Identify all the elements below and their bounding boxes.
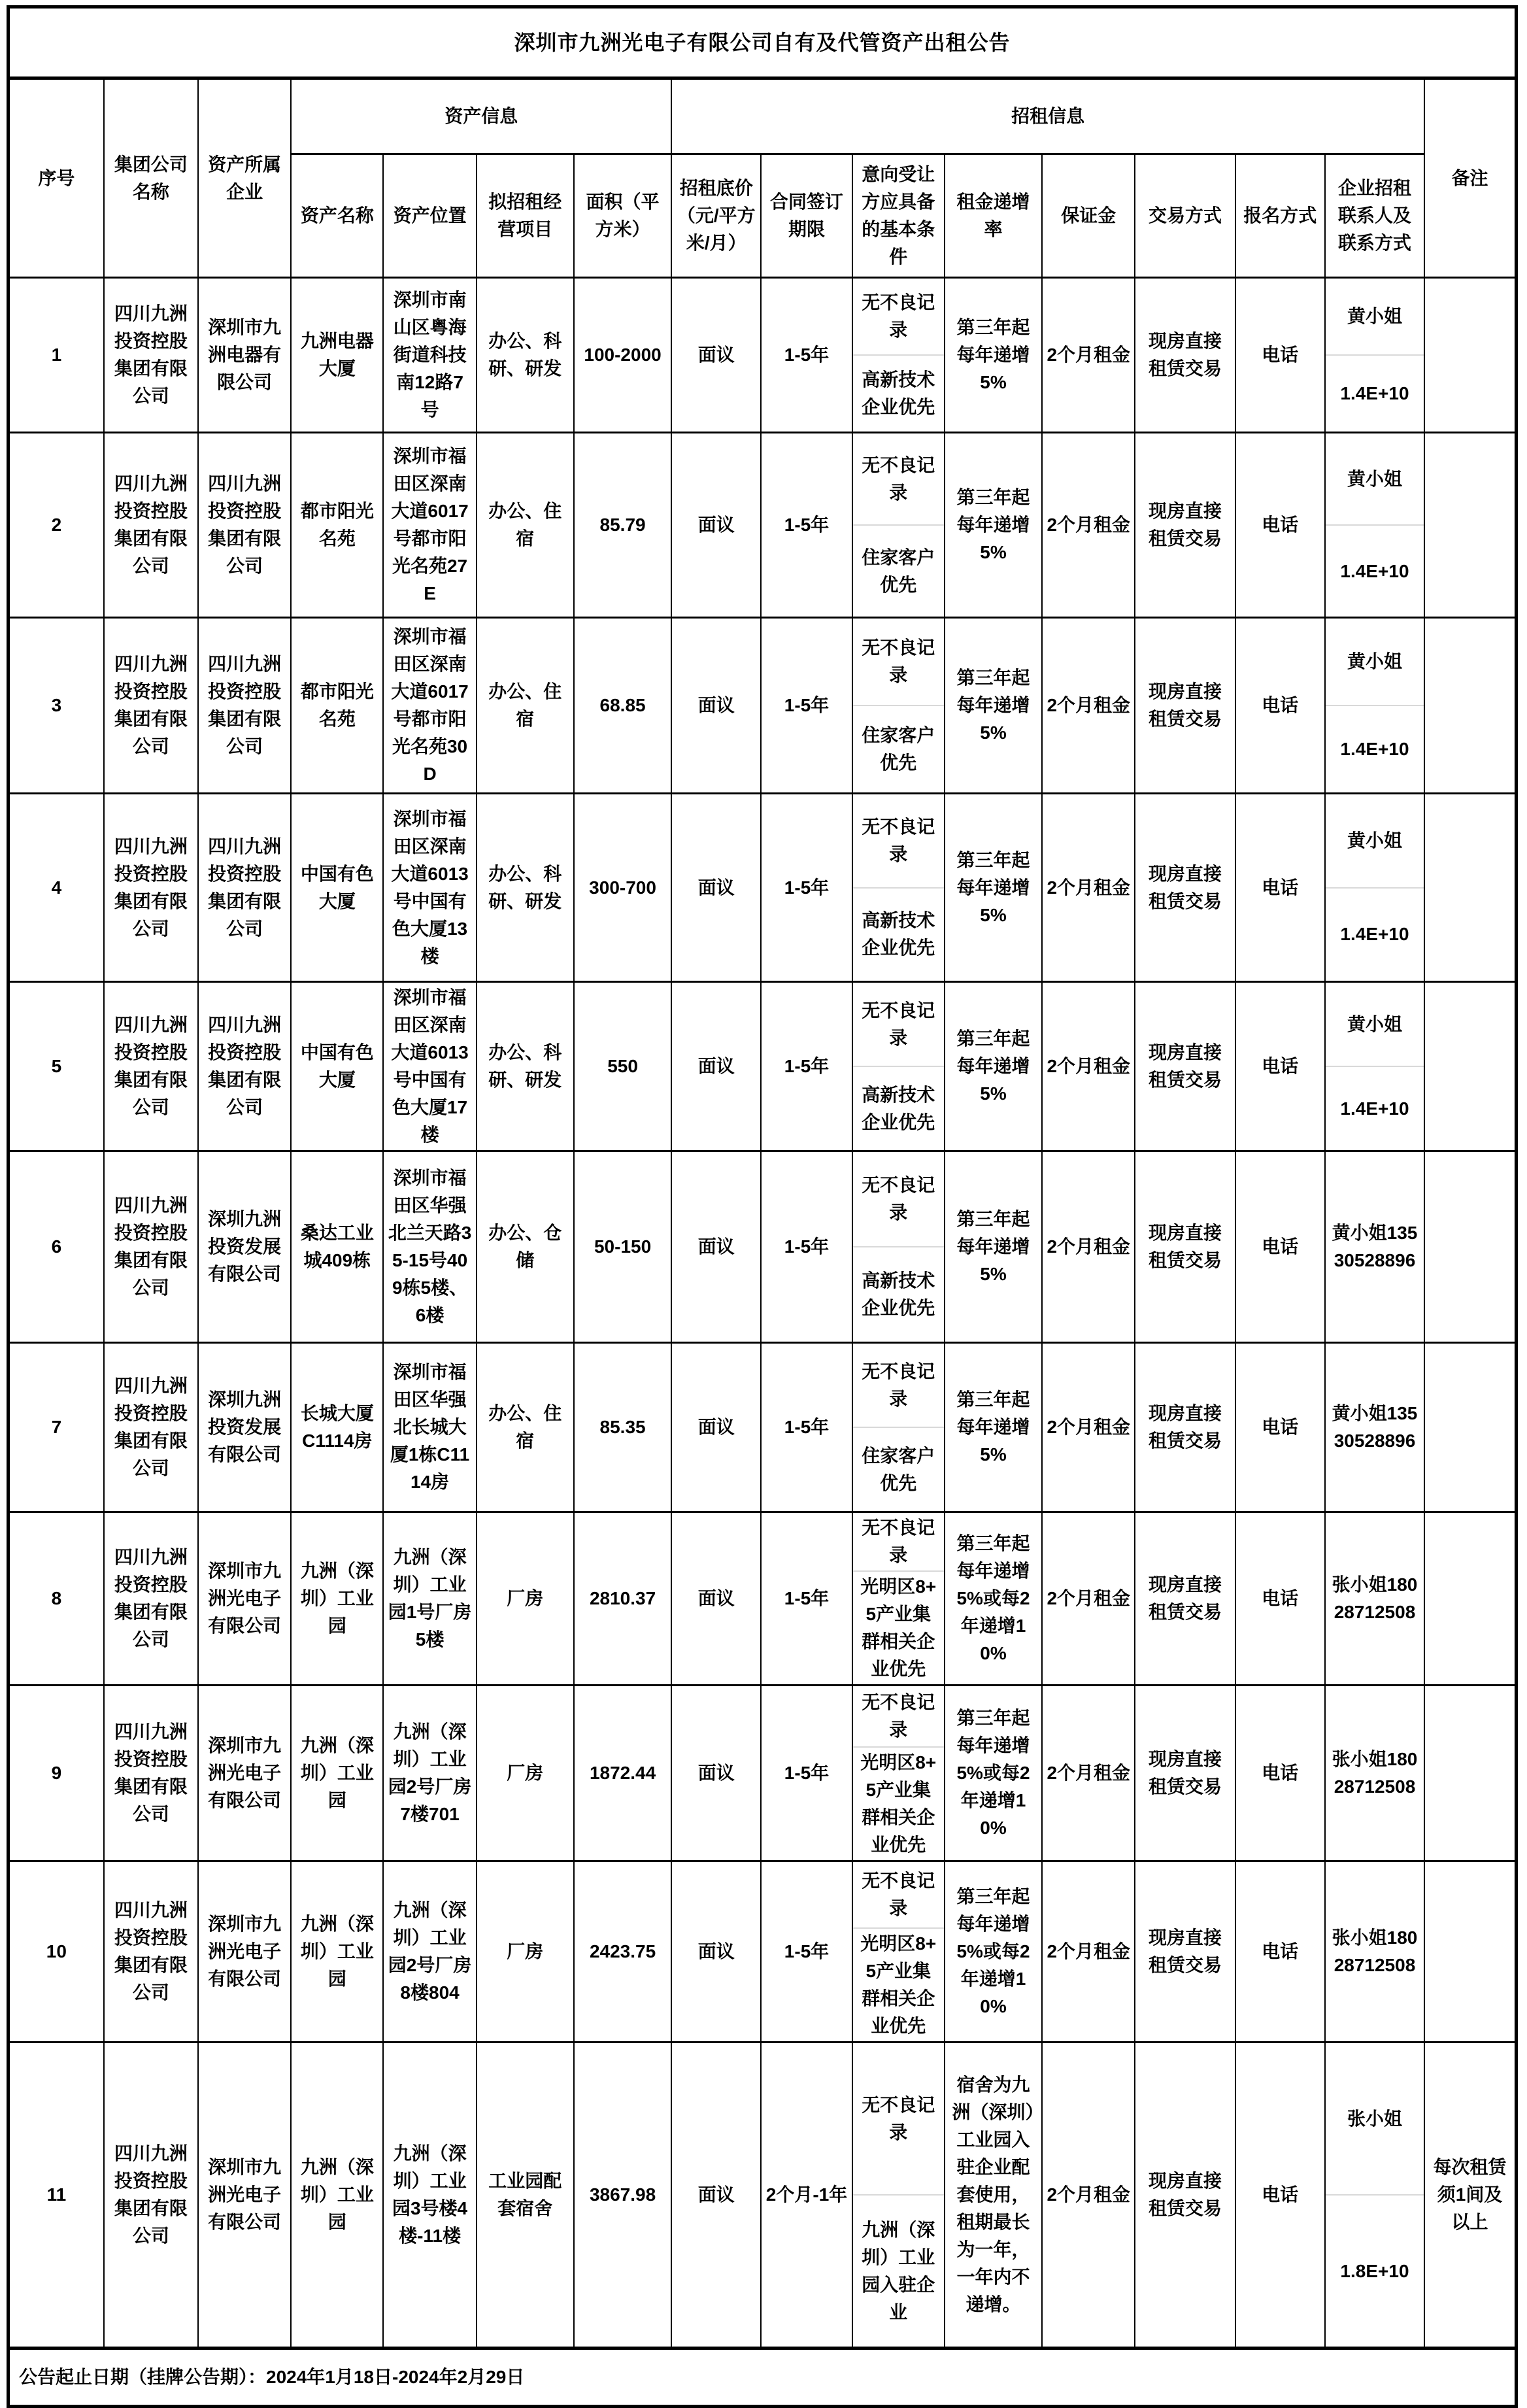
cell-remark (1424, 278, 1516, 433)
cell-area: 1872.44 (574, 1686, 671, 1861)
col-header-registration: 报名方式 (1235, 154, 1325, 278)
page-title: 深圳市九洲光电子有限公司自有及代管资产出租公告 (8, 7, 1517, 78)
cell-contact (1325, 278, 1424, 433)
cell-planned-business: 办公、科研、研发 (477, 982, 574, 1151)
cell-conditions (852, 1151, 945, 1343)
cell-transaction: 现房直接租赁交易 (1135, 433, 1235, 618)
cell-conditions-part-1: 无不良记录 (862, 2094, 935, 2143)
cell-deposit: 2个月租金 (1042, 1343, 1135, 1512)
cell-remark (1424, 982, 1516, 1151)
conditions-stack (853, 983, 944, 1150)
col-header-transaction: 交易方式 (1135, 154, 1235, 278)
cell-seq: 3 (8, 618, 104, 794)
title-row (8, 7, 1517, 78)
conditions-stack (853, 1686, 944, 1860)
cell-group-company: 四川九洲投资控股集团有限公司 (104, 278, 198, 433)
cell-seq: 9 (8, 1686, 104, 1861)
cell-area: 300-700 (574, 794, 671, 982)
cell-planned-business: 办公、住宿 (477, 1343, 574, 1512)
col-header-rent-increase: 租金递增率 (945, 154, 1042, 278)
cell-area: 550 (574, 982, 671, 1151)
cell-asset-location: 深圳市福田区深南大道6013号中国有色大厦13楼 (383, 794, 476, 982)
conditions-stack (853, 1513, 944, 1684)
cell-asset-location: 深圳市福田区华强北兰天路35-15号409栋5楼、6楼 (383, 1151, 476, 1343)
col-header-asset-owner: 资产所属企业 (198, 78, 291, 278)
cell-rent-increase: 第三年起每年递增5%或每2年递增10% (945, 1861, 1042, 2043)
contact-stack (1326, 1862, 1424, 2041)
col-header-contract-term: 合同签订期限 (761, 154, 852, 278)
cell-asset-owner: 深圳九洲投资发展有限公司 (198, 1151, 291, 1343)
cell-seq: 8 (8, 1512, 104, 1686)
contact-stack (1326, 1686, 1424, 1860)
cell-base-price: 面议 (671, 2043, 761, 2349)
cell-asset-name: 都市阳光名苑 (291, 618, 383, 794)
cell-transaction: 现房直接租赁交易 (1135, 2043, 1235, 2349)
contact-stack (1326, 794, 1424, 981)
cell-conditions (852, 794, 945, 982)
contact-stack (1326, 619, 1424, 792)
cell-asset-owner: 四川九洲投资控股集团有限公司 (198, 794, 291, 982)
cell-registration: 电话 (1235, 1686, 1325, 1861)
table-row (8, 2043, 1517, 2349)
asset-rental-table (7, 5, 1518, 2408)
table-row (8, 1343, 1517, 1512)
col-group-asset-info: 资产信息 (291, 78, 671, 154)
cell-asset-name: 九洲电器大厦 (291, 278, 383, 433)
cell-base-price: 面议 (671, 1686, 761, 1861)
cell-rent-increase: 第三年起每年递增5% (945, 1343, 1042, 1512)
cell-deposit: 2个月租金 (1042, 794, 1135, 982)
cell-asset-location: 深圳市福田区深南大道6013号中国有色大厦17楼 (383, 982, 476, 1151)
cell-conditions-part-2: 光明区8+5产业集群相关企业优先 (853, 1746, 944, 1860)
cell-asset-location: 九洲（深圳）工业园2号厂房7楼701 (383, 1686, 476, 1861)
cell-asset-owner: 四川九洲投资控股集团有限公司 (198, 433, 291, 618)
cell-seq: 10 (8, 1861, 104, 2043)
cell-planned-business: 工业园配套宿舍 (477, 2043, 574, 2349)
cell-contract-term: 1-5年 (761, 794, 852, 982)
cell-base-price: 面议 (671, 1343, 761, 1512)
cell-transaction: 现房直接租赁交易 (1135, 278, 1235, 433)
cell-seq: 6 (8, 1151, 104, 1343)
cell-rent-increase: 第三年起每年递增5%或每2年递增10% (945, 1686, 1042, 1861)
cell-contract-term: 1-5年 (761, 1343, 852, 1512)
cell-base-price: 面议 (671, 1151, 761, 1343)
cell-conditions-part-2: 高新技术企业优先 (853, 1246, 944, 1342)
cell-contact-part-1: 黄小姐 (1347, 651, 1402, 671)
cell-group-company: 四川九洲投资控股集团有限公司 (104, 1686, 198, 1861)
header-group-row (8, 78, 1517, 154)
cell-conditions-part-1: 无不良记录 (862, 292, 935, 340)
cell-contact (1325, 1512, 1424, 1686)
cell-asset-location: 九洲（深圳）工业园1号厂房5楼 (383, 1512, 476, 1686)
cell-remark (1424, 1686, 1516, 1861)
cell-conditions-part-1: 无不良记录 (862, 1871, 935, 1918)
cell-rent-increase: 第三年起每年递增5% (945, 1151, 1042, 1343)
contact-stack (1326, 433, 1424, 617)
cell-registration: 电话 (1235, 278, 1325, 433)
cell-deposit: 2个月租金 (1042, 1512, 1135, 1686)
cell-conditions-part-1: 无不良记录 (862, 1692, 935, 1740)
cell-asset-owner: 深圳市九洲光电子有限公司 (198, 1686, 291, 1861)
cell-contract-term: 1-5年 (761, 433, 852, 618)
cell-contract-term: 1-5年 (761, 618, 852, 794)
cell-registration: 电话 (1235, 1151, 1325, 1343)
cell-base-price: 面议 (671, 278, 761, 433)
table-row (8, 982, 1517, 1151)
cell-conditions (852, 433, 945, 618)
cell-asset-name: 都市阳光名苑 (291, 433, 383, 618)
cell-planned-business: 厂房 (477, 1861, 574, 2043)
cell-remark (1424, 1861, 1516, 2043)
cell-asset-owner: 深圳市九洲电器有限公司 (198, 278, 291, 433)
cell-base-price: 面议 (671, 1861, 761, 2043)
cell-group-company: 四川九洲投资控股集团有限公司 (104, 1512, 198, 1686)
cell-contact-part-1: 张小姐18028712508 (1332, 1574, 1418, 1622)
cell-transaction: 现房直接租赁交易 (1135, 1686, 1235, 1861)
cell-conditions-part-1: 无不良记录 (862, 1518, 935, 1565)
cell-registration: 电话 (1235, 433, 1325, 618)
cell-seq: 2 (8, 433, 104, 618)
cell-contact (1325, 618, 1424, 794)
table-body (8, 278, 1517, 2349)
contact-stack (1326, 1344, 1424, 1511)
cell-conditions-part-2: 光明区8+5产业集群相关企业优先 (853, 1927, 944, 2041)
col-header-area: 面积（平方米） (574, 154, 671, 278)
cell-asset-owner: 深圳市九洲光电子有限公司 (198, 1512, 291, 1686)
cell-registration: 电话 (1235, 1512, 1325, 1686)
col-header-planned-business: 拟招租经营项目 (477, 154, 574, 278)
cell-contract-term: 2个月-1年 (761, 2043, 852, 2349)
cell-remark (1424, 433, 1516, 618)
cell-registration: 电话 (1235, 1861, 1325, 2043)
cell-contact-part-1: 张小姐18028712508 (1332, 1749, 1418, 1797)
cell-seq: 4 (8, 794, 104, 982)
table-row (8, 618, 1517, 794)
conditions-stack (853, 1152, 944, 1342)
col-header-deposit: 保证金 (1042, 154, 1135, 278)
table-row (8, 1512, 1517, 1686)
cell-rent-increase: 第三年起每年递增5% (945, 618, 1042, 794)
cell-contract-term: 1-5年 (761, 278, 852, 433)
cell-conditions (852, 1861, 945, 2043)
cell-conditions (852, 618, 945, 794)
cell-area: 2423.75 (574, 1861, 671, 2043)
cell-base-price: 面议 (671, 433, 761, 618)
cell-base-price: 面议 (671, 1512, 761, 1686)
cell-asset-name: 九洲（深圳）工业园 (291, 1512, 383, 1686)
footer-row (8, 2349, 1517, 2407)
cell-area: 2810.37 (574, 1512, 671, 1686)
cell-conditions (852, 1512, 945, 1686)
cell-asset-location: 深圳市福田区深南大道6017号都市阳光名苑30D (383, 618, 476, 794)
cell-contact (1325, 2043, 1424, 2349)
cell-deposit: 2个月租金 (1042, 278, 1135, 433)
conditions-stack (853, 279, 944, 432)
cell-asset-name: 中国有色大厦 (291, 794, 383, 982)
col-header-conditions: 意向受让方应具备的基本条件 (852, 154, 945, 278)
cell-area: 85.35 (574, 1343, 671, 1512)
cell-deposit: 2个月租金 (1042, 982, 1135, 1151)
cell-transaction: 现房直接租赁交易 (1135, 1343, 1235, 1512)
table-row (8, 1861, 1517, 2043)
cell-group-company: 四川九洲投资控股集团有限公司 (104, 1343, 198, 1512)
cell-contact (1325, 1861, 1424, 2043)
cell-area: 85.79 (574, 433, 671, 618)
cell-remark (1424, 794, 1516, 982)
cell-asset-location: 九洲（深圳）工业园3号楼4楼-11楼 (383, 2043, 476, 2349)
table-row (8, 433, 1517, 618)
col-header-group-company: 集团公司名称 (104, 78, 198, 278)
cell-conditions (852, 982, 945, 1151)
cell-asset-owner: 四川九洲投资控股集团有限公司 (198, 982, 291, 1151)
cell-seq: 5 (8, 982, 104, 1151)
cell-conditions-part-2: 光明区8+5产业集群相关企业优先 (853, 1570, 944, 1684)
col-group-leasing-info: 招租信息 (671, 78, 1424, 154)
cell-conditions-part-1: 无不良记录 (862, 1361, 935, 1409)
cell-seq: 1 (8, 278, 104, 433)
cell-asset-location: 深圳市福田区深南大道6017号都市阳光名苑27E (383, 433, 476, 618)
conditions-stack (853, 1344, 944, 1511)
cell-transaction: 现房直接租赁交易 (1135, 794, 1235, 982)
cell-contact-part-1: 黄小姐13530528896 (1332, 1403, 1418, 1451)
cell-contact-part-2: 1.4E+10 (1326, 705, 1424, 792)
announcement-period: 公告起止日期（挂牌公告期）：2024年1月18日-2024年2月29日 (8, 2349, 1517, 2407)
cell-contact (1325, 1151, 1424, 1343)
conditions-stack (853, 1862, 944, 2041)
cell-contract-term: 1-5年 (761, 1151, 852, 1343)
cell-rent-increase: 第三年起每年递增5% (945, 982, 1042, 1151)
cell-transaction: 现房直接租赁交易 (1135, 1861, 1235, 2043)
asset-rental-announcement-sheet (7, 5, 1518, 2408)
cell-contact-part-1: 张小姐 (1347, 2108, 1402, 2129)
cell-remark (1424, 1151, 1516, 1343)
contact-stack (1326, 2043, 1424, 2347)
cell-transaction: 现房直接租赁交易 (1135, 1512, 1235, 1686)
cell-contact-part-1: 黄小姐 (1347, 306, 1402, 326)
cell-group-company: 四川九洲投资控股集团有限公司 (104, 1861, 198, 2043)
table-row (8, 1686, 1517, 1861)
cell-group-company: 四川九洲投资控股集团有限公司 (104, 433, 198, 618)
cell-group-company: 四川九洲投资控股集团有限公司 (104, 618, 198, 794)
cell-rent-increase: 第三年起每年递增5% (945, 433, 1042, 618)
cell-remark (1424, 1512, 1516, 1686)
contact-stack (1326, 1152, 1424, 1342)
conditions-stack (853, 794, 944, 981)
col-header-asset-location: 资产位置 (383, 154, 476, 278)
cell-base-price: 面议 (671, 794, 761, 982)
cell-transaction: 现房直接租赁交易 (1135, 618, 1235, 794)
cell-asset-owner: 四川九洲投资控股集团有限公司 (198, 618, 291, 794)
cell-asset-location: 深圳市福田区华强北长城大厦1栋C1114房 (383, 1343, 476, 1512)
cell-group-company: 四川九洲投资控股集团有限公司 (104, 1151, 198, 1343)
table-row (8, 1151, 1517, 1343)
cell-area: 100-2000 (574, 278, 671, 433)
cell-contact-part-2: 1.4E+10 (1326, 1066, 1424, 1150)
cell-deposit: 2个月租金 (1042, 2043, 1135, 2349)
cell-conditions-part-1: 无不良记录 (862, 1175, 935, 1223)
cell-seq: 11 (8, 2043, 104, 2349)
cell-conditions-part-1: 无不良记录 (862, 637, 935, 685)
cell-planned-business: 厂房 (477, 1512, 574, 1686)
cell-contact-part-2: 1.4E+10 (1326, 354, 1424, 432)
cell-asset-owner: 深圳市九洲光电子有限公司 (198, 2043, 291, 2349)
cell-conditions-part-1: 无不良记录 (862, 816, 935, 864)
cell-asset-owner: 深圳九洲投资发展有限公司 (198, 1343, 291, 1512)
cell-planned-business: 办公、科研、研发 (477, 278, 574, 433)
cell-rent-increase: 第三年起每年递增5% (945, 794, 1042, 982)
cell-deposit: 2个月租金 (1042, 433, 1135, 618)
cell-registration: 电话 (1235, 794, 1325, 982)
cell-deposit: 2个月租金 (1042, 618, 1135, 794)
cell-contact (1325, 1686, 1424, 1861)
col-header-remark: 备注 (1424, 78, 1516, 278)
cell-asset-name: 九洲（深圳）工业园 (291, 2043, 383, 2349)
cell-contact-part-2: 1.8E+10 (1326, 2194, 1424, 2347)
col-header-base-price: 招租底价（元/平方米/月） (671, 154, 761, 278)
cell-registration: 电话 (1235, 982, 1325, 1151)
cell-asset-name: 长城大厦C1114房 (291, 1343, 383, 1512)
cell-planned-business: 厂房 (477, 1686, 574, 1861)
cell-asset-name: 中国有色大厦 (291, 982, 383, 1151)
cell-contract-term: 1-5年 (761, 1512, 852, 1686)
cell-contact-part-1: 张小姐18028712508 (1332, 1927, 1418, 1975)
cell-deposit: 2个月租金 (1042, 1686, 1135, 1861)
contact-stack (1326, 1513, 1424, 1684)
cell-asset-location: 九洲（深圳）工业园2号厂房8楼804 (383, 1861, 476, 2043)
cell-conditions-part-1: 无不良记录 (862, 454, 935, 503)
cell-remark: 每次租赁须1间及以上 (1424, 2043, 1516, 2349)
cell-remark (1424, 618, 1516, 794)
cell-conditions-part-1: 无不良记录 (862, 1000, 935, 1048)
cell-registration: 电话 (1235, 618, 1325, 794)
cell-rent-increase: 第三年起每年递增5%或每2年递增10% (945, 1512, 1042, 1686)
cell-contract-term: 1-5年 (761, 982, 852, 1151)
contact-stack (1326, 279, 1424, 432)
cell-conditions (852, 278, 945, 433)
cell-group-company: 四川九洲投资控股集团有限公司 (104, 982, 198, 1151)
cell-rent-increase: 宿舍为九洲（深圳）工业园入驻企业配套使用，租期最长为一年，一年内不递增。 (945, 2043, 1042, 2349)
cell-remark (1424, 1343, 1516, 1512)
cell-registration: 电话 (1235, 2043, 1325, 2349)
cell-transaction: 现房直接租赁交易 (1135, 1151, 1235, 1343)
cell-conditions (852, 1343, 945, 1512)
cell-planned-business: 办公、住宿 (477, 618, 574, 794)
cell-planned-business: 办公、仓储 (477, 1151, 574, 1343)
cell-contract-term: 1-5年 (761, 1861, 852, 2043)
cell-group-company: 四川九洲投资控股集团有限公司 (104, 2043, 198, 2349)
cell-contact-part-1: 黄小姐 (1347, 830, 1402, 851)
cell-area: 3867.98 (574, 2043, 671, 2349)
cell-asset-location: 深圳市南山区粤海街道科技南12路7号 (383, 278, 476, 433)
cell-conditions-part-2: 住家客户优先 (853, 705, 944, 792)
col-header-asset-name: 资产名称 (291, 154, 383, 278)
cell-contact (1325, 982, 1424, 1151)
contact-stack (1326, 983, 1424, 1150)
conditions-stack (853, 2043, 944, 2347)
cell-planned-business: 办公、科研、研发 (477, 794, 574, 982)
cell-conditions (852, 2043, 945, 2349)
cell-conditions-part-2: 高新技术企业优先 (853, 1066, 944, 1150)
col-header-seq: 序号 (8, 78, 104, 278)
cell-contract-term: 1-5年 (761, 1686, 852, 1861)
cell-deposit: 2个月租金 (1042, 1861, 1135, 2043)
cell-rent-increase: 第三年起每年递增5% (945, 278, 1042, 433)
cell-contact (1325, 794, 1424, 982)
conditions-stack (853, 619, 944, 792)
cell-asset-name: 九洲（深圳）工业园 (291, 1686, 383, 1861)
cell-asset-name: 九洲（深圳）工业园 (291, 1861, 383, 2043)
cell-contact (1325, 1343, 1424, 1512)
cell-conditions-part-2: 住家客户优先 (853, 524, 944, 617)
cell-contact (1325, 433, 1424, 618)
col-header-contact: 企业招租联系人及联系方式 (1325, 154, 1424, 278)
cell-asset-name: 桑达工业城409栋 (291, 1151, 383, 1343)
cell-group-company: 四川九洲投资控股集团有限公司 (104, 794, 198, 982)
table-row (8, 278, 1517, 433)
cell-contact-part-1: 黄小姐13530528896 (1332, 1223, 1418, 1270)
cell-asset-owner: 深圳市九洲光电子有限公司 (198, 1861, 291, 2043)
cell-contact-part-1: 黄小姐 (1347, 468, 1402, 489)
cell-conditions-part-2: 高新技术企业优先 (853, 354, 944, 432)
cell-conditions-part-2: 九洲（深圳）工业园入驻企业 (853, 2194, 944, 2347)
table-row (8, 794, 1517, 982)
cell-contact-part-2: 1.4E+10 (1326, 887, 1424, 981)
cell-area: 50-150 (574, 1151, 671, 1343)
cell-contact-part-1: 黄小姐 (1347, 1013, 1402, 1034)
cell-deposit: 2个月租金 (1042, 1151, 1135, 1343)
cell-base-price: 面议 (671, 982, 761, 1151)
cell-seq: 7 (8, 1343, 104, 1512)
cell-registration: 电话 (1235, 1343, 1325, 1512)
cell-contact-part-2: 1.4E+10 (1326, 524, 1424, 617)
cell-base-price: 面议 (671, 618, 761, 794)
cell-planned-business: 办公、住宿 (477, 433, 574, 618)
cell-transaction: 现房直接租赁交易 (1135, 982, 1235, 1151)
cell-conditions-part-2: 住家客户优先 (853, 1427, 944, 1511)
conditions-stack (853, 433, 944, 617)
cell-conditions (852, 1686, 945, 1861)
cell-area: 68.85 (574, 618, 671, 794)
cell-conditions-part-2: 高新技术企业优先 (853, 887, 944, 981)
